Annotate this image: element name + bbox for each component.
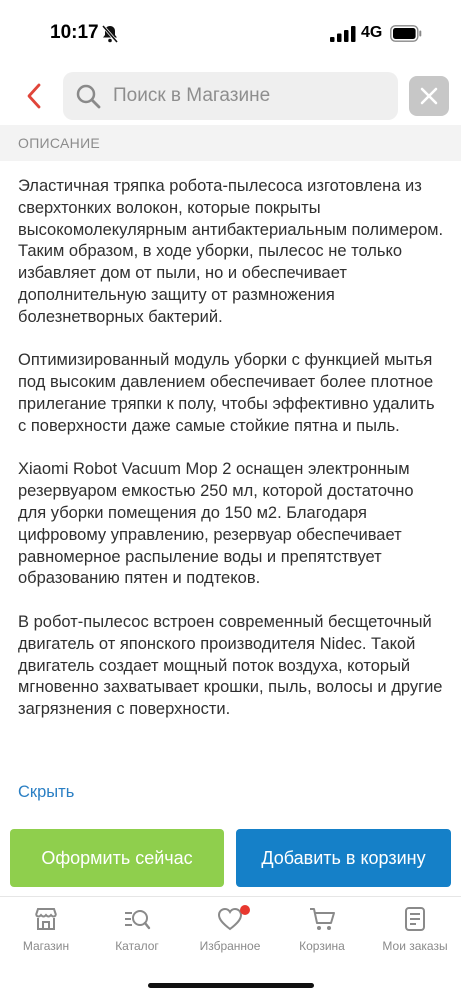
section-header: [0, 125, 461, 161]
tab-label: Избранное: [199, 939, 261, 953]
network-type: 4G: [361, 24, 383, 41]
tab-label: Магазин: [22, 939, 70, 953]
description-paragraph: В робот-пылесос встроен современный бесщеточный двигатель от японского производителя Nidec. Такой двигатель создает мощный поток воздуха, который мгновенно захватывает крошки, пыль, волосы и другие загрязнения с поверхности.: [18, 612, 443, 719]
back-button[interactable]: [18, 80, 50, 112]
bottom-tab-bar: [0, 896, 461, 966]
search-input[interactable]: [113, 72, 383, 120]
orders-icon: [401, 905, 429, 933]
battery-icon: [390, 25, 422, 42]
chevron-left-icon: [24, 82, 44, 110]
cart-icon: [308, 905, 336, 933]
store-icon: [32, 905, 60, 933]
search-icon: [75, 83, 101, 109]
signal-icon: [330, 26, 356, 42]
catalog-search-icon: [123, 905, 151, 933]
add-to-cart-button[interactable]: Добавить в корзину: [236, 829, 451, 887]
clear-search-button[interactable]: [409, 76, 449, 116]
description-paragraph: Xiaomi Robot Vacuum Mop 2 оснащен электронным резервуаром емкостью 250 мл, которой достаточно для уборки помещения до 150 м2. Благодаря цифровому управлению, резервуар обеспечивает равномерное распыление воды и препятствует образованию пятен и подтеков.: [18, 460, 414, 588]
status-time: 10:17: [50, 22, 99, 43]
notification-badge: [240, 905, 250, 915]
section-title: ОПИСАНИЕ: [18, 135, 101, 151]
tab-label: Мои заказы: [382, 939, 448, 953]
tab-catalog[interactable]: [97, 905, 177, 953]
tab-cart[interactable]: [282, 905, 362, 953]
tab-label: Каталог: [115, 939, 159, 953]
close-icon: [419, 86, 439, 106]
description-paragraph: Оптимизированный модуль уборки с функцией мытья под высоким давлением обеспечивает более плотное прилегание тряпки к полу, чтобы эффективно удалить с поверхности даже самые стойкие пятна и пыль.: [18, 351, 435, 435]
tab-label: Корзина: [299, 939, 345, 953]
status-bar: [0, 0, 461, 64]
search-box[interactable]: [63, 72, 398, 120]
checkout-now-button[interactable]: Оформить сейчас: [10, 829, 224, 887]
header: [0, 70, 461, 122]
home-indicator: [148, 983, 314, 988]
hide-description-link[interactable]: Скрыть: [18, 783, 75, 801]
action-bar: [0, 829, 461, 889]
tab-favorites[interactable]: [190, 905, 270, 953]
tab-my-orders[interactable]: [375, 905, 455, 953]
tab-store[interactable]: [6, 905, 86, 953]
description-paragraph: Эластичная тряпка робота-пылесоса изготовлена из сверхтонких волокон, которые покрыты высокомолекулярным антибактериальным полимером. Таким образом, в ходе уборки, пылесос не только избавляет дом от пыли, но и обеспечивает дополнительную защиту от размножения болезнетворных бактерий.: [18, 177, 444, 326]
product-description: [18, 176, 446, 743]
bell-off-icon: [100, 24, 120, 44]
